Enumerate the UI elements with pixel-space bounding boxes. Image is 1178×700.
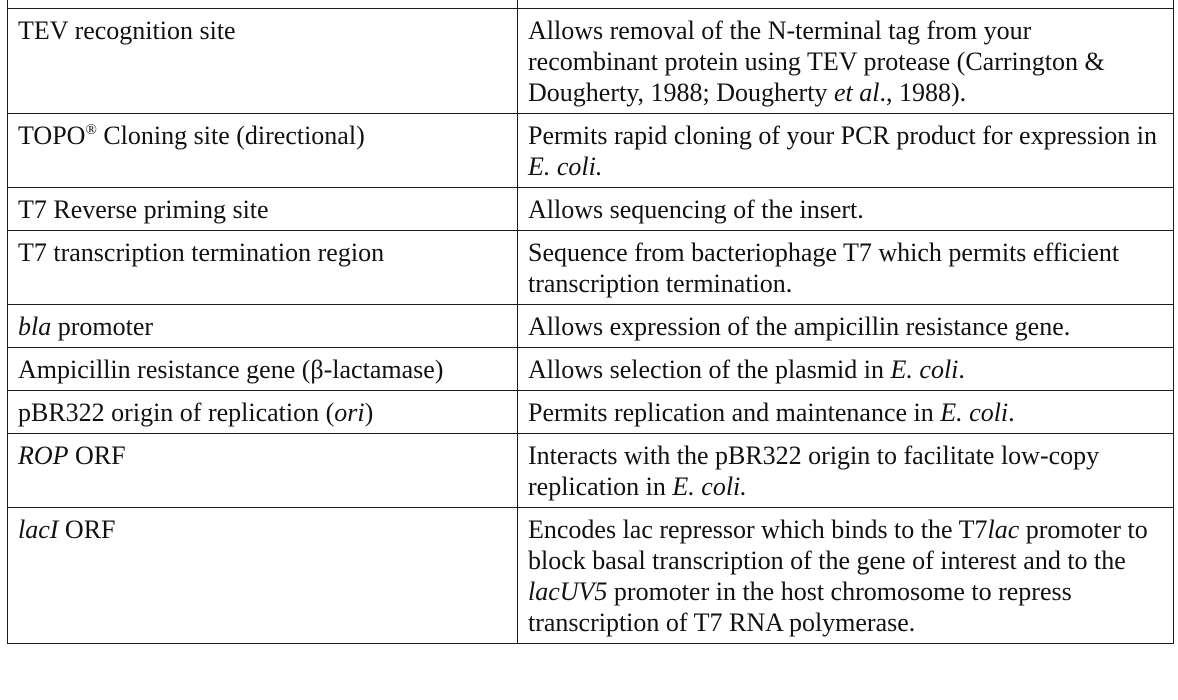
text-run: Encodes lac repressor which binds to the T7 <box>528 515 988 544</box>
italic-text: bla <box>18 312 52 341</box>
text-run: . <box>1008 398 1015 427</box>
feature-cell <box>8 434 518 508</box>
benefit-cell-stub <box>518 0 1174 9</box>
italic-text: lacI <box>18 515 59 544</box>
table-row <box>8 305 1174 348</box>
feature-cell: T7 Reverse priming site <box>8 188 518 231</box>
text-run: ., 1988). <box>879 78 967 107</box>
feature-cell <box>8 508 518 644</box>
text-run: ORF <box>58 515 116 544</box>
italic-text: ori <box>334 398 365 427</box>
italic-text: E. coli. <box>528 152 603 181</box>
text-run: ORF <box>68 441 126 470</box>
table-row <box>8 391 1174 434</box>
feature-cell <box>8 114 518 188</box>
table-row <box>8 508 1174 644</box>
feature-cell: TEV recognition site <box>8 9 518 114</box>
table-row <box>8 231 1174 305</box>
feature-cell: T7 transcription termination region <box>8 231 518 305</box>
text-run: Interacts with the pBR322 origin to facilitate low-copy replication in <box>528 441 1100 501</box>
text-run: pBR322 origin of replication ( <box>18 398 335 427</box>
benefit-cell <box>518 434 1174 508</box>
table-row-top-stub <box>8 0 1174 9</box>
benefit-cell <box>518 114 1174 188</box>
text-run: Permits replication and maintenance in <box>528 398 941 427</box>
benefit-cell <box>518 508 1174 644</box>
table-row <box>8 114 1174 188</box>
benefit-cell: Allows expression of the ampicillin resistance gene. <box>518 305 1174 348</box>
text-run: Allows selection of the plasmid in <box>528 355 891 384</box>
text-run: . <box>958 355 965 384</box>
superscript-text: ® <box>85 122 97 138</box>
text-run: Allows removal of the N-terminal tag from your recombinant protein using TEV protease (Carrington & Dougherty, 1988; Dougherty <box>528 16 1105 107</box>
text-run: ) <box>364 398 374 427</box>
benefit-cell <box>518 348 1174 391</box>
italic-text: ROP <box>18 441 69 470</box>
table-row <box>8 188 1174 231</box>
table-row <box>8 9 1174 114</box>
text-run: Cloning site (directional) <box>96 121 365 150</box>
feature-cell <box>8 391 518 434</box>
feature-cell: Ampicillin resistance gene (β-lactamase) <box>8 348 518 391</box>
italic-text: E. coli. <box>672 472 747 501</box>
text-run: TOPO <box>18 121 86 150</box>
benefit-cell: Sequence from bacteriophage T7 which permits efficient transcription termination. <box>518 231 1174 305</box>
benefit-cell: Allows sequencing of the insert. <box>518 188 1174 231</box>
italic-text: E. coli <box>890 355 959 384</box>
italic-text: E. coli <box>940 398 1009 427</box>
table-row <box>8 348 1174 391</box>
table-row <box>8 434 1174 508</box>
text-run: promoter <box>51 312 154 341</box>
features-table-body <box>8 0 1174 644</box>
feature-cell-stub <box>8 0 518 9</box>
italic-text: et al <box>833 78 880 107</box>
benefit-cell <box>518 391 1174 434</box>
text-run: promoter to block basal transcription of the gene of interest and to the <box>528 515 1148 575</box>
italic-text: lac <box>987 515 1020 544</box>
features-table <box>7 0 1174 644</box>
feature-cell <box>8 305 518 348</box>
benefit-cell <box>518 9 1174 114</box>
text-run: Permits rapid cloning of your PCR product for expression in <box>528 121 1157 150</box>
text-run: promoter in the host chromosome to repress transcription of T7 RNA polymerase. <box>528 577 1072 637</box>
italic-text: lacUV5 <box>528 577 608 606</box>
